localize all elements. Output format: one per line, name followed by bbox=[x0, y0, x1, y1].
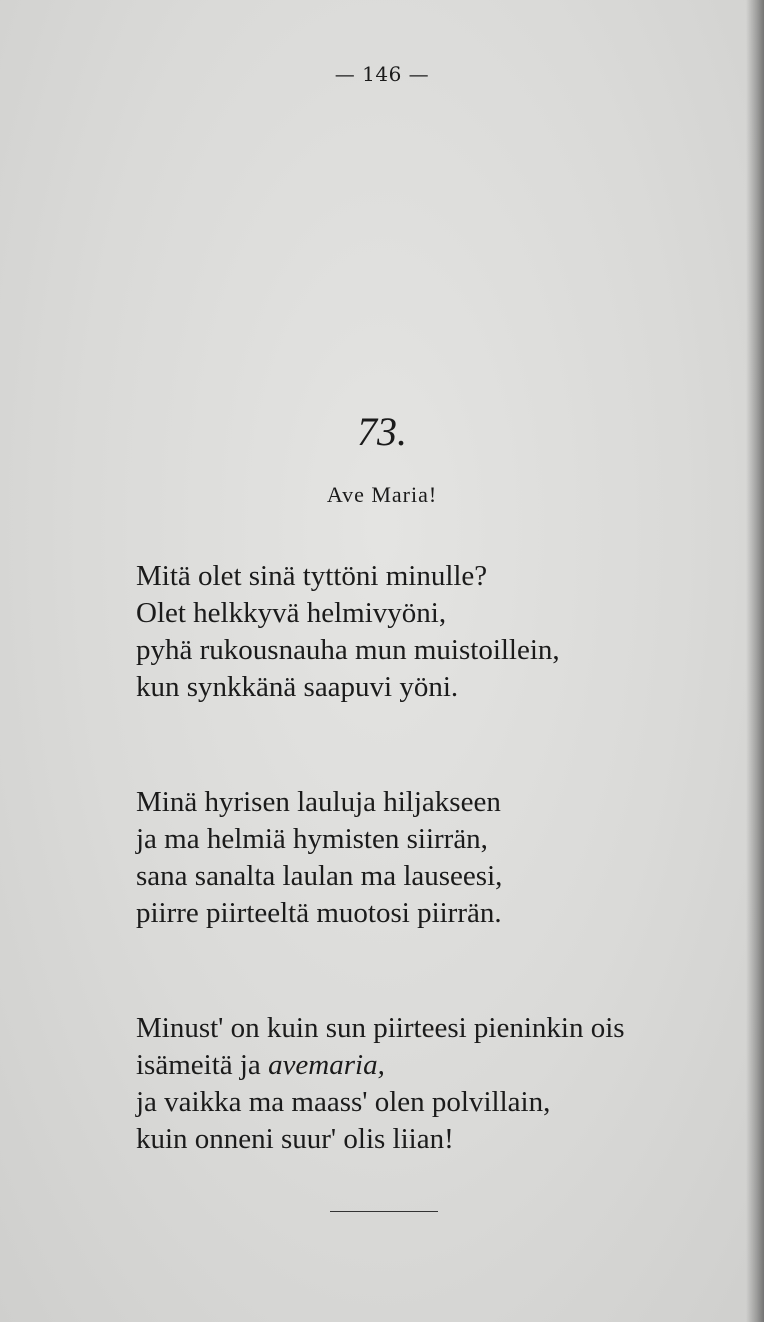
end-rule bbox=[330, 1211, 438, 1212]
verse-line-italic: avemaria, bbox=[268, 1049, 385, 1081]
stanza-3 bbox=[136, 1010, 736, 1158]
verse-line-plain: isämeitä ja bbox=[136, 1049, 269, 1081]
verse-line: piirre piirteeltä muotosi piirrän. bbox=[136, 897, 502, 929]
verse-line: ja vaikka ma maass' olen polvillain, bbox=[136, 1086, 551, 1118]
verse-line: Mitä olet sinä tyttöni minulle? bbox=[136, 560, 488, 592]
stanza-2 bbox=[136, 784, 736, 932]
poem-title: Ave Maria! bbox=[326, 482, 438, 507]
verse-line: kun synkkänä saapuvi yöni. bbox=[136, 671, 459, 703]
verse-line: Minust' on kuin sun piirteesi pieninkin ois bbox=[136, 1012, 625, 1044]
verse-line: Olet helkkyvä helmivyöni, bbox=[136, 597, 447, 629]
verse-line: ja ma helmiä hymisten siirrän, bbox=[136, 823, 488, 855]
poem-number: 73. bbox=[357, 409, 407, 454]
verse-line: sana sanalta laulan ma lauseesi, bbox=[136, 860, 503, 892]
verse-line: Minä hyrisen lauluja hiljakseen bbox=[136, 786, 501, 818]
verse-line: pyhä rukousnauha mun muistoillein, bbox=[136, 634, 560, 666]
page-edge-shadow bbox=[746, 0, 764, 1322]
stanza-1 bbox=[136, 558, 736, 706]
verse-line: kuin onneni suur' olis liian! bbox=[136, 1123, 454, 1155]
verse-line bbox=[136, 1047, 736, 1084]
page-number: — 146 — bbox=[334, 62, 430, 86]
